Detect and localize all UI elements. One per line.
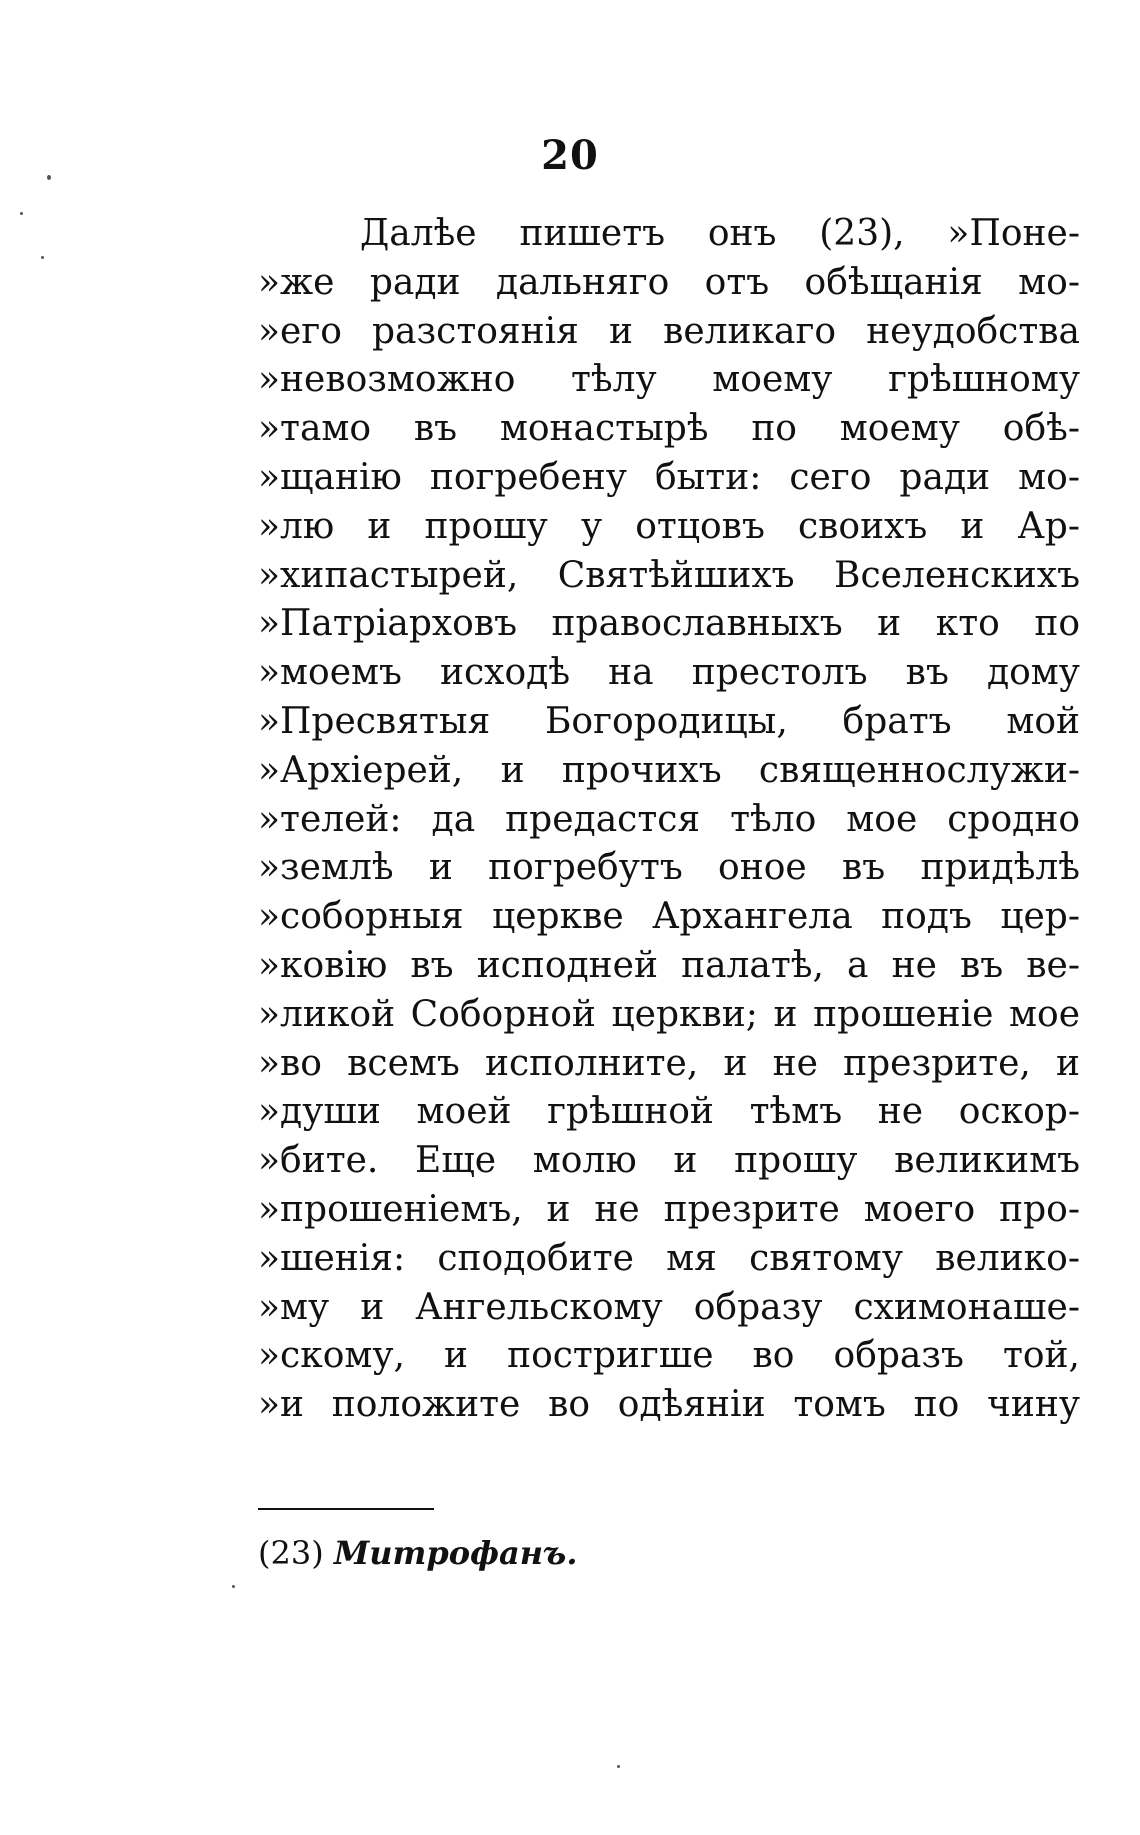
text-line: »му и Ангельскому образу схимонаше-: [258, 1286, 1080, 1328]
text-line: »скому, и постригше во образъ той,: [258, 1335, 1080, 1377]
text-line: »бите. Еще молю и прошу великимъ: [258, 1140, 1080, 1182]
scan-speck: [47, 175, 51, 180]
text-line: »хипастырей, Святѣйшихъ Вселенскихъ: [258, 554, 1080, 596]
text-line: »души моей грѣшной тѣмъ не оскор-: [258, 1091, 1080, 1133]
page-number: 20: [541, 132, 599, 179]
text-line: »ликой Соборной церкви; и прошеніе мое: [258, 993, 1080, 1035]
scan-speck: [232, 1585, 235, 1588]
text-line: »шенія: сподобите мя святому велико-: [258, 1237, 1080, 1279]
text-line: »тамо въ монастырѣ по моему обѣ-: [258, 408, 1080, 450]
text-line: »телей: да предастся тѣло мое сродно: [258, 798, 1080, 840]
footnote-author: Митрофанъ.: [333, 1534, 578, 1572]
text-line: »Пресвятыя Богородицы, братъ мой: [258, 700, 1080, 742]
text-line: »моемъ исходѣ на престолъ въ дому: [258, 652, 1080, 694]
footnote-marker: (23): [258, 1534, 324, 1572]
text-line: »щанію погребену быти: сего ради мо-: [258, 456, 1080, 498]
text-line: »во всемъ исполните, и не презрите, и: [258, 1042, 1080, 1084]
text-line: »лю и прошу у отцовъ своихъ и Ар-: [258, 505, 1080, 547]
scan-speck: [41, 256, 44, 259]
text-line: »соборныя церкве Архангела подъ цер-: [258, 896, 1080, 938]
body-text: [258, 210, 1080, 1430]
text-line: »невозможно тѣлу моему грѣшному: [258, 359, 1080, 401]
scan-speck: [20, 212, 23, 215]
text-line: »ковію въ исподней палатѣ, а не въ ве-: [258, 944, 1080, 986]
text-line: »же ради дальняго отъ обѣщанія мо-: [258, 261, 1080, 303]
text-line: »землѣ и погребутъ оное въ придѣлѣ: [258, 847, 1080, 889]
text-line: »Патріарховъ православныхъ и кто по: [258, 603, 1080, 645]
text-line: Далѣе пишетъ онъ (23), »Поне-: [360, 213, 1080, 254]
text-line: »его разстоянія и великаго неудобства: [258, 310, 1080, 352]
footnote-rule: [258, 1508, 434, 1510]
text-line: »и положите во одѣяніи томъ по чину: [258, 1384, 1080, 1426]
scan-speck: [617, 1765, 620, 1768]
footnote: [258, 1534, 577, 1572]
text-line: »Архіерей, и прочихъ священнослужи-: [258, 749, 1080, 791]
text-line: »прошеніемъ, и не презрите моего про-: [258, 1188, 1080, 1230]
